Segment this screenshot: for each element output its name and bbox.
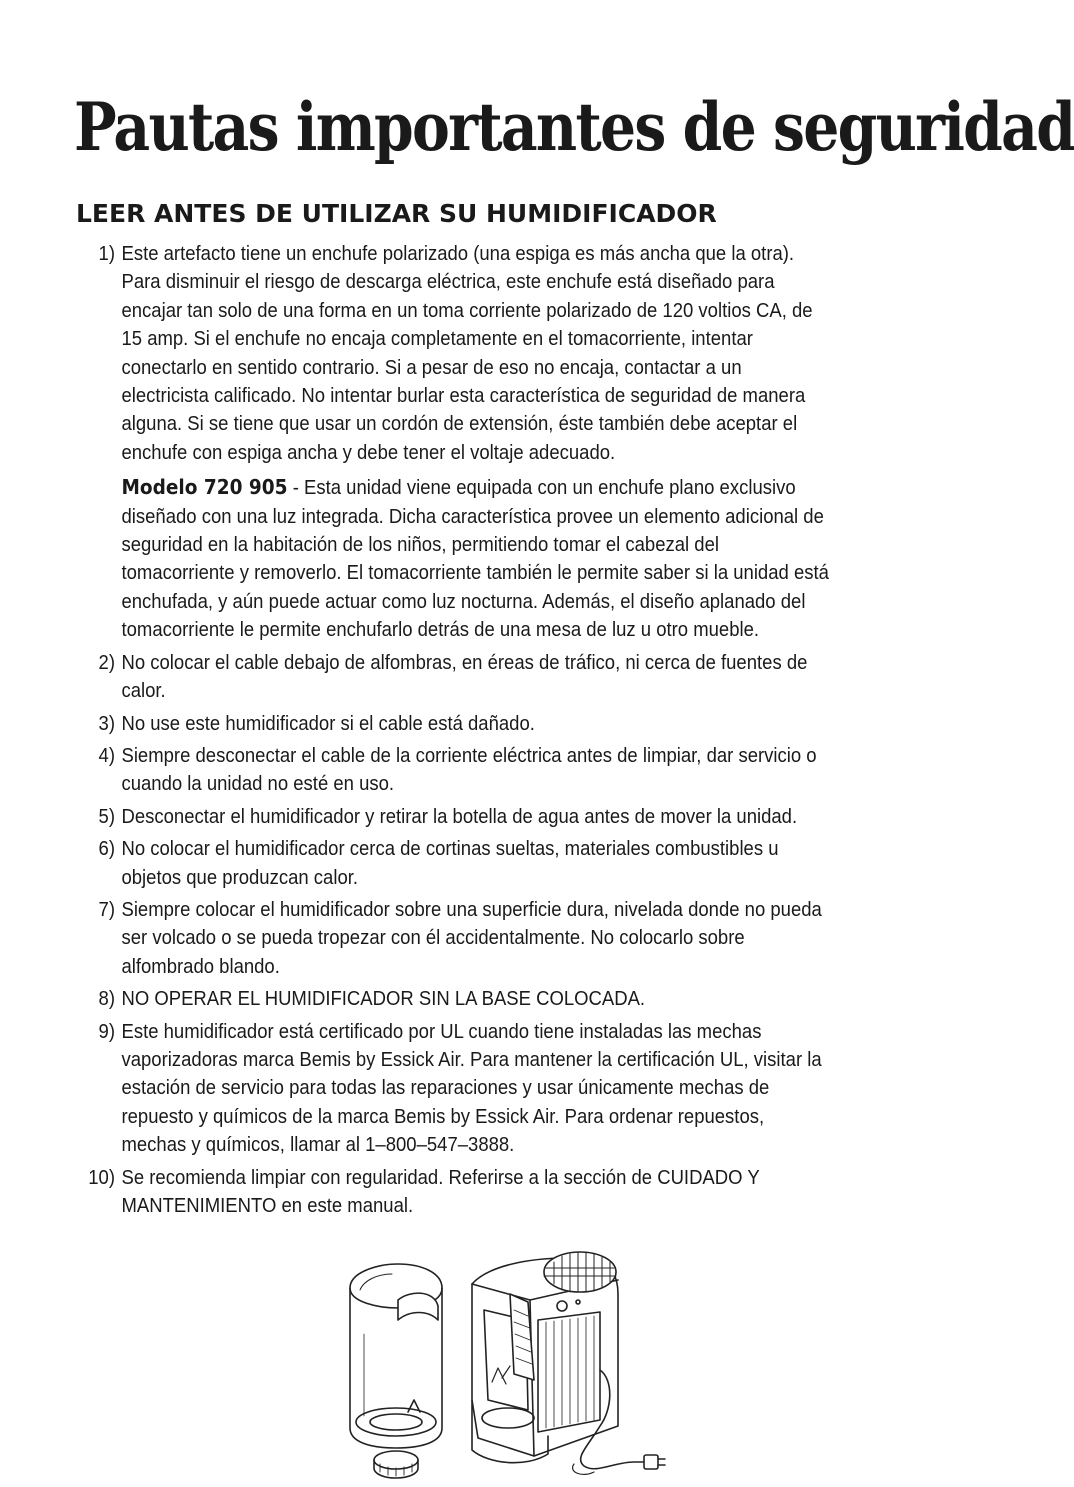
list-item bbox=[78, 896, 829, 981]
list-item bbox=[78, 835, 829, 892]
page-title: Pautas importantes de seguridad bbox=[74, 88, 1074, 166]
safety-list bbox=[78, 240, 829, 1224]
humidifier-base-drawing bbox=[472, 1252, 665, 1474]
list-item bbox=[78, 649, 829, 706]
item-text: No colocar el cable debajo de alfombras, en éreas de tráfico, ni cerca de fuentes de calor. bbox=[121, 651, 808, 703]
item-number: 2) bbox=[98, 651, 115, 674]
item-number: 3) bbox=[98, 712, 115, 735]
item-text: Siempre desconectar el cable de la corriente eléctrica antes de limpiar, dar servicio o cuando la unidad no esté en uso. bbox=[121, 744, 817, 796]
item-text: No use este humidificador si el cable está dañado. bbox=[121, 712, 535, 735]
bottle-cap-drawing bbox=[374, 1451, 418, 1478]
model-note bbox=[121, 473, 829, 644]
list-item bbox=[78, 1164, 829, 1221]
item-text: Desconectar el humidificador y retirar la botella de agua antes de mover la unidad. bbox=[121, 805, 798, 828]
item-text: Este humidificador está certificado por UL cuando tiene instaladas las mechas vaporizadoras marca Bemis by Essick Air. Para mantener la certificación UL, visitar la estación de servicio para todas las reparaciones y usar únicamente mechas de repuesto y químicos de la marca Bemis by Essick Air. Para ordenar repuestos, mechas y químicos, llamar al 1–800–547–3888. bbox=[121, 1020, 822, 1157]
humidifier-illustration bbox=[338, 1250, 668, 1482]
list-item bbox=[78, 1018, 829, 1160]
model-label: Modelo 720 905 bbox=[121, 475, 288, 500]
water-bottle-drawing bbox=[350, 1264, 442, 1448]
list-item bbox=[78, 803, 829, 831]
item-number: 4) bbox=[98, 744, 115, 767]
section-heading: LEER ANTES DE UTILIZAR SU HUMIDIFICADOR bbox=[76, 199, 717, 228]
item-number: 5) bbox=[98, 805, 115, 828]
item-number: 7) bbox=[98, 898, 115, 921]
list-item bbox=[78, 710, 829, 738]
item-number: 9) bbox=[98, 1020, 115, 1043]
list-item bbox=[78, 742, 829, 799]
item-text: No colocar el humidificador cerca de cortinas sueltas, materiales combustibles u objetos que produzcan calor. bbox=[121, 838, 779, 889]
model-note-text: - Esta unidad viene equipada con un enchufe plano exclusivo diseñado con una luz integrada. Dicha característica provee un elemento adicional de seguridad en la habitación de los niños, permitiendo tomar el cabezal del tomacorriente y removerlo. El tomacorriente también le permite saber si la unidad está enchufada, y aún puede actuar como luz nocturna. Además, el diseño aplanado del tomacorriente le permite enchufarlo detrás de una mesa de luz u otro mueble. bbox=[121, 477, 829, 642]
item-text: Siempre colocar el humidificador sobre una superficie dura, nivelada donde no pueda ser volcado o se pueda tropezar con él accidentalmente. No colocarlo sobre alfombrado blando. bbox=[121, 898, 822, 978]
item-number: 8) bbox=[98, 988, 115, 1011]
list-item bbox=[78, 240, 829, 645]
item-text: Este artefacto tiene un enchufe polarizado (una espiga es más ancha que la otra). Para disminuir el riesgo de descarga eléctrica, este enchufe está diseñado para encajar tan solo de una forma en un toma corriente polarizado de 120 voltios CA, de 15 amp. Si el enchufe no encaja completamente en el tomacorriente, intentar conectarlo en sentido contrario. Si a pesar de eso no encaja, contactar a un electricista calificado. No intentar burlar esta característica de seguridad de manera alguna. Si se tiene que usar un cordón de extensión, éste también debe aceptar el enchufe con espiga ancha y debe tener el voltaje adecuado. bbox=[121, 243, 813, 464]
item-number: 10) bbox=[88, 1166, 115, 1189]
list-item bbox=[78, 985, 829, 1013]
item-number: 1) bbox=[98, 243, 115, 265]
item-number: 6) bbox=[98, 838, 115, 861]
item-text: NO OPERAR EL HUMIDIFICADOR SIN LA BASE COLOCADA. bbox=[121, 988, 646, 1011]
item-text: Se recomienda limpiar con regularidad. Referirse a la sección de CUIDADO Y MANTENIMIENTO en este manual. bbox=[121, 1166, 760, 1217]
